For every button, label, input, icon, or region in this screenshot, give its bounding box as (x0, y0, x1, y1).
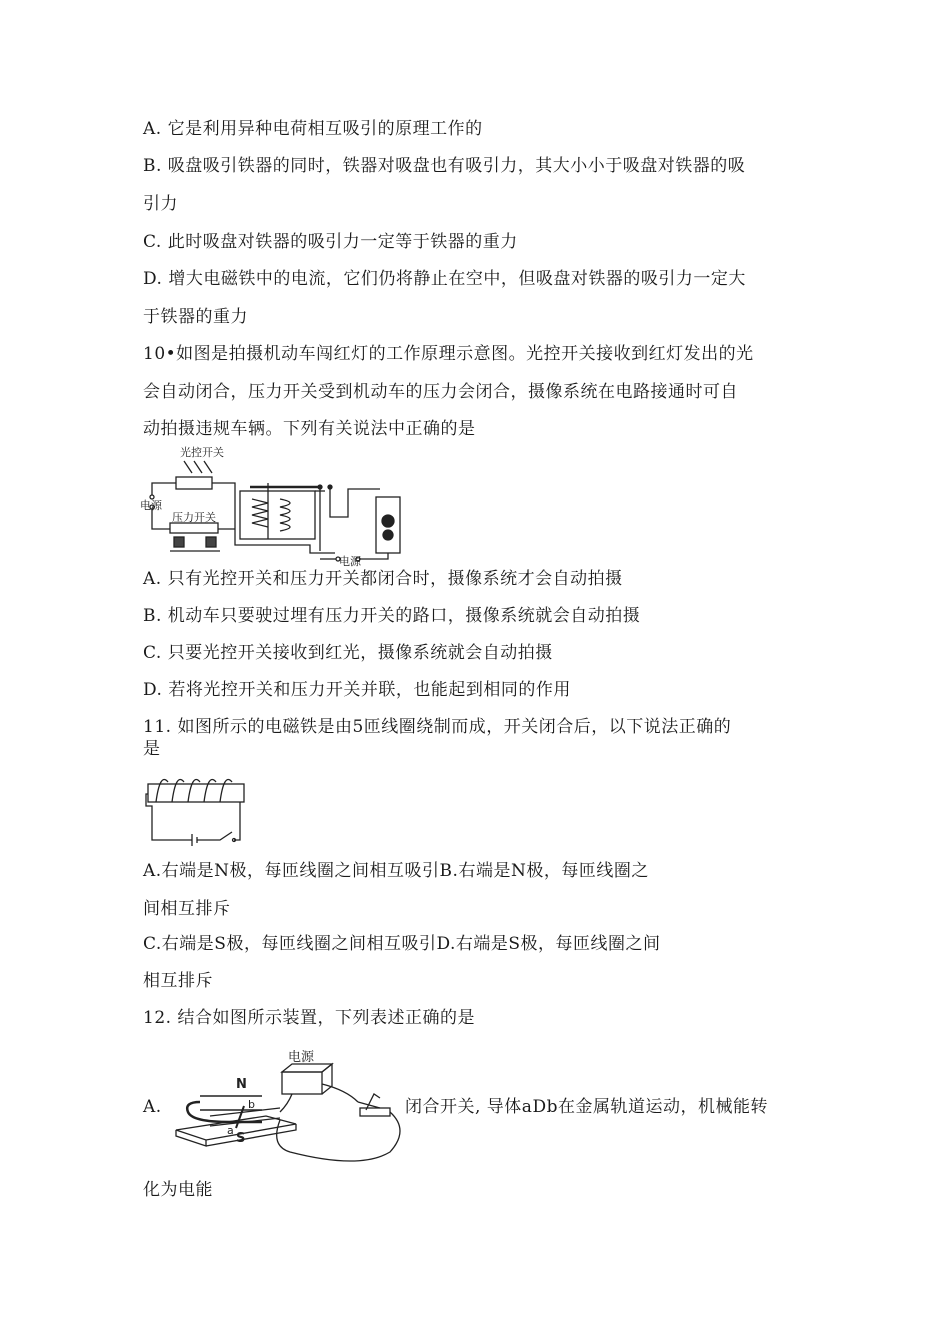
pressure-switch-box (170, 523, 218, 533)
q9-option-d-line2: 于铁器的重力 (143, 307, 248, 327)
point-b-label: b (248, 1098, 255, 1111)
q10-stem-line2: 会自动闭合，压力开关受到机动车的压力会闭合，摄像系统在电路接通时可自 (143, 382, 738, 402)
south-pole-label: S (236, 1131, 246, 1146)
q9-option-c: C. 此时吸盘对铁器的吸引力一定等于铁器的重力 (143, 232, 518, 252)
q10-option-b: B. 机动车只要驶过埋有压力开关的路口，摄像系统就会自动拍摄 (143, 606, 641, 626)
q12-option-a-text-line2: 化为电能 (143, 1180, 213, 1200)
q11-options-ab-line2: 间相互排斥 (143, 899, 231, 919)
q11-stem-line2: 是 (143, 739, 161, 759)
q10-option-d: D. 若将光控开关和压力开关并联，也能起到相同的作用 (143, 680, 571, 700)
q9-option-a: A. 它是利用异种电荷相互吸引的原理工作的 (143, 119, 483, 139)
pressure-switch-label: 压力开关 (172, 511, 216, 524)
light-switch-box (176, 477, 212, 489)
q12-stem: 12. 结合如图所示装置，下列表述正确的是 (143, 1008, 475, 1028)
power-label: 电源 (288, 1050, 315, 1065)
q10-circuit-figure (140, 443, 410, 568)
q12-option-a-text: 闭合开关, 导体aDb在金属轨道运动，机械能转 (405, 1097, 768, 1117)
iron-core (148, 784, 244, 802)
q11-electromagnet-figure (142, 770, 252, 850)
power-box (282, 1072, 322, 1094)
relay-frame (240, 491, 315, 539)
q10-stem-line3: 动拍摄违规车辆。下列有关说法中正确的是 (143, 419, 476, 439)
light-rays-icon (184, 461, 212, 473)
power-left-label: 电源 (140, 499, 162, 512)
camera-lens-icon (382, 515, 394, 527)
q11-options-cd-line1: C.右端是S极，每匝线圈之间相互吸引D.右端是S极，每匝线圈之间 (143, 934, 661, 954)
switch-icon (197, 832, 232, 840)
q9-option-b-line1: B. 吸盘吸引铁器的同时，铁器对吸盘也有吸引力，其大小小于吸盘对铁器的吸 (143, 156, 746, 176)
q10-stem-line1: 10•如图是拍摄机动车闯红灯的工作原理示意图。光控开关接收到红灯发出的光 (143, 344, 754, 364)
q12-apparatus-figure (170, 1050, 410, 1165)
power-bottom-label: 电源 (339, 555, 361, 568)
north-pole-label: N (236, 1077, 247, 1092)
point-a-label: a (227, 1124, 234, 1137)
coil-icon (280, 499, 290, 531)
coil-icon (156, 780, 232, 803)
q11-stem-line1: 11. 如图所示的电磁铁是由5匝线圈绕制而成，开关闭合后，以下说法正确的 (143, 717, 732, 737)
q9-option-d-line1: D. 增大电磁铁中的电流，它们仍将静止在空中，但吸盘对铁器的吸引力一定大 (143, 269, 746, 289)
q11-options-cd-line2: 相互排斥 (143, 971, 213, 991)
q11-options-ab-line1: A.右端是N极，每匝线圈之间相互吸引B.右端是N极，每匝线圈之 (143, 861, 649, 881)
q10-option-c: C. 只要光控开关接收到红光，摄像系统就会自动拍摄 (143, 643, 553, 663)
light-switch-label: 光控开关 (180, 446, 224, 459)
q12-option-a-label: A. (143, 1097, 162, 1117)
q9-option-b-line2: 引力 (143, 194, 178, 214)
spring-icon (252, 499, 268, 527)
q10-option-a: A. 只有光控开关和压力开关都闭合时，摄像系统才会自动拍摄 (143, 569, 623, 589)
